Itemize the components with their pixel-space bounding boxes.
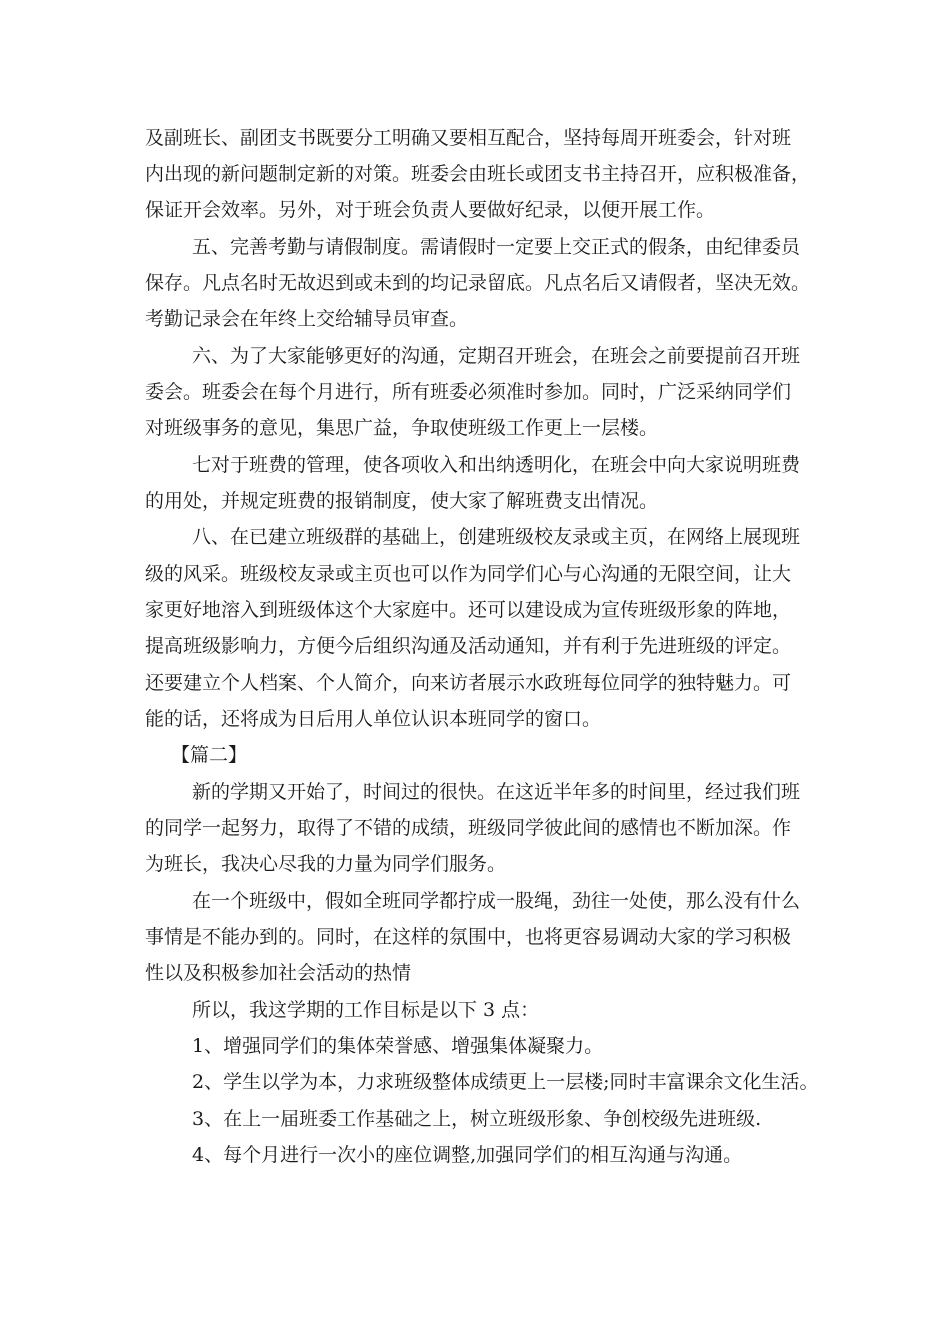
text-line: 的同学一起努力，取得了不错的成绩，班级同学彼此间的感情也不断加深。作 [145,817,792,839]
text-line: 七对于班费的管理，使各项收入和出纳透明化，在班会中向大家说明班费 [192,454,801,476]
text-line: 事情是不能办到的。同时，在这样的氛围中，也将更容易调动大家的学习积极 [145,926,792,948]
text-line: 家更好地溶入到班级体这个大家庭中。还可以建设成为宣传班级形象的阵地， [145,599,792,621]
text-line: 在一个班级中，假如全班同学都拧成一股绳，劲往一处使，那么没有什么 [192,890,801,912]
list-item: 4、每个月进行一次小的座位调整,加强同学们的相互沟通与沟通。 [192,1144,743,1166]
text-line: 还要建立个人档案、个人简介，向来访者展示水政班每位同学的独特魅力。可 [145,672,792,694]
text-line: 所以，我这学期的工作目标是以下 3 点： [192,999,540,1021]
text-line: 的用处，并规定班费的报销制度，使大家了解班费支出情况。 [145,490,659,512]
text-line: 八、在已建立班级群的基础上，创建班级校友录或主页，在网络上展现班 [192,526,801,548]
text-line: 内出现的新问题制定新的对策。班委会由班长或团支书主持召开，应积极准备， [145,163,811,185]
text-line: 性以及积极参加社会活动的热情 [145,962,412,984]
text-line: 提高班级影响力，方便今后组织沟通及活动通知，并有利于先进班级的评定。 [145,635,792,657]
text-line: 考勤记录会在年终上交给辅导员审查。 [145,308,469,330]
text-line: 委会。班委会在每个月进行，所有班委必须准时参加。同时，广泛采纳同学们 [145,381,792,403]
text-line: 保证开会效率。另外，对于班会负责人要做好纪录，以便开展工作。 [145,199,716,221]
text-line: 新的学期又开始了，时间过的很快。在这近半年多的时间里，经过我们班 [192,781,801,803]
text-line: 保存。凡点名时无故迟到或未到的均记录留底。凡点名后又请假者，坚决无效。 [145,272,811,294]
list-item: 2、学生以学为本，力求班级整体成绩更上一层楼;同时丰富课余文化生活。 [192,1071,819,1093]
list-item: 3、在上一届班委工作基础之上，树立班级形象、争创校级先进班级. [192,1108,762,1130]
text-line: 为班长，我决心尽我的力量为同学们服务。 [145,853,507,875]
text-line: 对班级事务的意见，集思广益，争取使班级工作更上一层楼。 [145,417,659,439]
text-line: 能的话，还将成为日后用人单位认识本班同学的窗口。 [145,708,602,730]
text-line: 级的风采。班级校友录或主页也可以作为同学们心与心沟通的无限空间，让大 [145,563,792,585]
section-heading: 【篇二】 [171,744,248,766]
list-item: 1、增强同学们的集体荣誉感、增强集体凝聚力。 [192,1035,604,1057]
text-line: 及副班长、副团支书既要分工明确又要相互配合，坚持每周开班委会，针对班 [145,127,792,149]
text-line: 五、完善考勤与请假制度。需请假时一定要上交正式的假条，由纪律委员 [192,236,801,258]
text-line: 六、为了大家能够更好的沟通，定期召开班会，在班会之前要提前召开班 [192,345,801,367]
